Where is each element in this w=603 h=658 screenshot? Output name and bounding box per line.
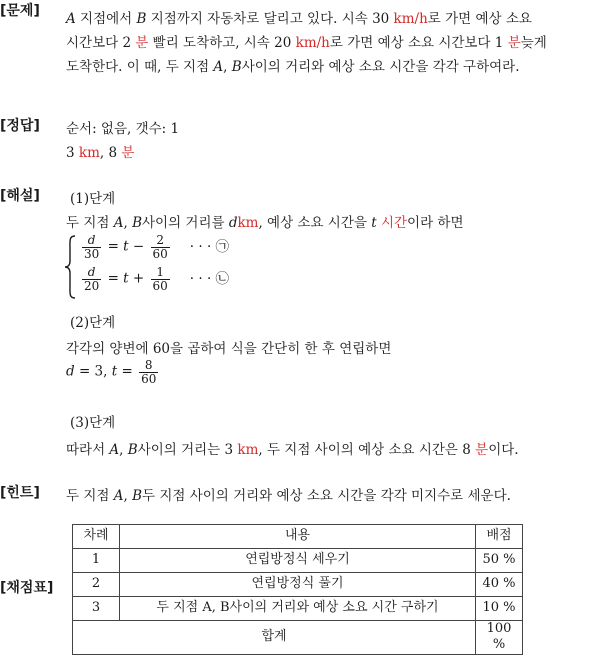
problem-line-2: 시간보다 2 분 빨리 도착하고, 시속 20 km/h로 가면 예상 소요 시간보다 1 분늦게: [66, 35, 547, 51]
rubric-score: 40 %: [476, 573, 523, 597]
rubric-total: 100 %: [476, 621, 523, 655]
rubric-header-no: 차례: [73, 525, 120, 549]
explanation-line-1: 두 지점 A, B사이의 거리를 dkm, 예상 소요 시간을 t 시간이라 하면: [66, 215, 464, 231]
step-1-heading: (1)단계: [70, 191, 116, 207]
rubric-header-row: [73, 525, 523, 549]
rubric-table: [72, 524, 523, 655]
explanation-line-2: 각각의 양변에 60을 곱하여 식을 간단히 한 후 연립하면: [66, 341, 392, 357]
rubric-content: 연립방정식 풀기: [120, 573, 476, 597]
answer-value: 3 km, 8 분: [66, 145, 135, 161]
step-3-heading: (3)단계: [70, 415, 116, 431]
rubric-content: 연립방정식 세우기: [120, 549, 476, 573]
table-row: [73, 597, 523, 621]
rubric-no: 1: [73, 549, 120, 573]
rubric-total-label: 합계: [73, 621, 476, 655]
step-2-heading: (2)단계: [70, 315, 116, 331]
explanation-line-3: 따라서 A, B사이의 거리는 3 km, 두 지점 사이의 예상 소요 시간은 8 분이다.: [66, 442, 519, 458]
table-row: [73, 573, 523, 597]
rubric-total-row: [73, 621, 523, 655]
rubric-label: [채점표]: [0, 580, 54, 596]
table-row: [73, 549, 523, 573]
explanation-result: d = 3, t = $\frac{8}{60}$: [66, 358, 157, 386]
rubric-header-content: 내용: [120, 525, 476, 549]
rubric-header-score: 배점: [476, 525, 523, 549]
hint-text: 두 지점 A, B두 지점 사이의 거리와 예상 소요 시간을 각각 미지수로 세운다.: [66, 488, 511, 504]
answer-meta: 순서: 없음, 갯수: 1: [66, 121, 180, 137]
equation-1: $\frac{d}{30}$ = t − $\frac{2}{60}$ · · · ㉠: [84, 233, 230, 261]
rubric-no: 2: [73, 573, 120, 597]
hint-label: [힌트]: [0, 485, 40, 501]
rubric-no: 3: [73, 597, 120, 621]
answer-label: [정답]: [0, 118, 40, 134]
rubric-score: 50 %: [476, 549, 523, 573]
explanation-label: [해설]: [0, 188, 40, 204]
equation-2: $\frac{d}{20}$ = t + $\frac{1}{60}$ · · · ㉡: [84, 265, 230, 293]
equation-brace: [64, 235, 76, 299]
problem-line-3: 도착한다. 이 때, 두 지점 A, B사이의 거리와 예상 소요 시간을 각각 구하여라.: [66, 59, 520, 75]
problem-label: [문제]: [0, 3, 40, 19]
rubric-score: 10 %: [476, 597, 523, 621]
rubric-content: 두 지점 A, B사이의 거리와 예상 소요 시간 구하기: [120, 597, 476, 621]
problem-line-1: A 지점에서 B 지점까지 자동차로 달리고 있다. 시속 30 km/h로 가면 예상 소요: [66, 11, 532, 27]
